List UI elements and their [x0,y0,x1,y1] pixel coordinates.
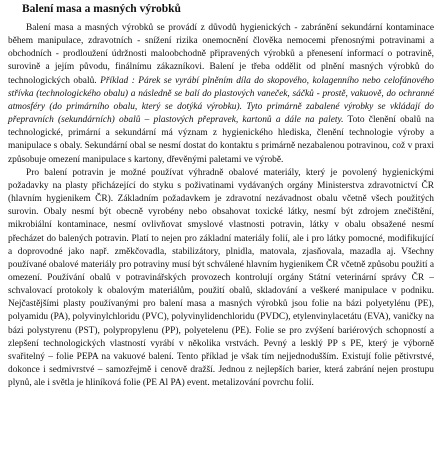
paragraph-1-tail: Toto členění obalů na technologické, primární a sekundární má význam z hygienického hlediska, členění technologie výroby a manipulace s obaly. Sekundární obal se nesmí dostat do kontaktu s primárně nezabalenou potravinou, což v praxi způsobuje omezení manipulace s kartony, dřevěnými paletami ve výrobě. [8,115,434,165]
document-title: Balení masa a masných výrobků [22,3,181,15]
example-text: Příklad : Párek se vyrábí plněním díla do skopového, kolagenního nebo celofánového střívka (technologického obalu) a následně se balí do plastových vaneček, sáčků - prostě, vakuově, do ochranné atmosféry (do primárního obalu, který se dotýká výrobku). Tyto primárně zabalené výrobky se vkládají do přepravních (sekundárních) obalů – plastových přepravek, kartonů a dále na palety. [8,75,434,126]
paragraph-1 [8,22,434,167]
paragraph-1-text: Balení masa a masných výrobků se provádí z důvodů hygienických - zabránění sekundární kontaminace během manipulace, zdravotních - snížení rizika onemocnění člověka nemocemi přenosnými potravinami a obchodních - prodloužení údržnosti maloobchodně připravených výrobků a přenesení informací o potravině, surovině a jejím původu, finálnímu zákazníkovi. Balení je třeba oddělit od plnění masných výrobků do technologických obalů. [8,23,434,86]
paragraph-2: Pro balení potravin je možné používat výhradně obalové materiály, který je povolený hygienickými požadavky na plasty přicházející do styku s poživatinami vydávaných orgány Ministerstva zdravotnictví ČR (hlavním hygienikem ČR). Základním požadavkem je zdravotní nezávadnost obalu včetně všech použitých surovin. Obaly nesmí být obecně vyrobény nebo obsahovat toxické látky, nesmí být zdrojem znečištění, mikrobiální kontaminace, nesmí ovlivňovat smyslové vlastnosti potravin, látky v obalu obsažené nesmí přecházet do balených potravin. Platí to nejen pro základní materiály folií, ale i pro látky pomocné, modifikující a doprovodné jako např. změkčovadla, stabilizátory, plnidla, matovala, zjasňovala, mazadla aj. Všechny používané obalové materiály pro potraviny musí být schválené hlavním hygienikem ČR včetně způsobu použití a omezení. Používání obalů v potravinářských provozech kontrolují orgány Státní veterinární správy ČR – schvalovací protokoly k obalovým materiálům, použití obalů, skladování a veškeré manipulace v podniku. Nejčastějšími plasty používanými pro balení masa a masných výrobků jsou folie na bázi polyetylénu (PE), polyamidu (PA), polyvinylchloridu (PVC), polyvinylidenchloridu (PVDC), etylenvinylacetátu (EVA), vaničky na bázi polystyrenu (PST), polypropylenu (PP), polyetelenu (PE). Folie se pro zvýšení bariérových schopností a zlepšení technologických vlastností vyrábí v několika vrstvách. Pevný a lesklý PP s PE, který je výborně svařitelný – folie PEPA na vakuové balení. Tento příklad je však tím nejjednodušším. Existují folie pětivrstvé, dokonce i sedmivrstvé – samozřejmě i cenově dražší. Jednou z nejlepších barier, která zabrání nejen prostupu plynů, ale i světla je hliníková folie (PE Al PA) event. metalizování povrchu folií. [8,167,434,389]
document-page [8,2,434,390]
